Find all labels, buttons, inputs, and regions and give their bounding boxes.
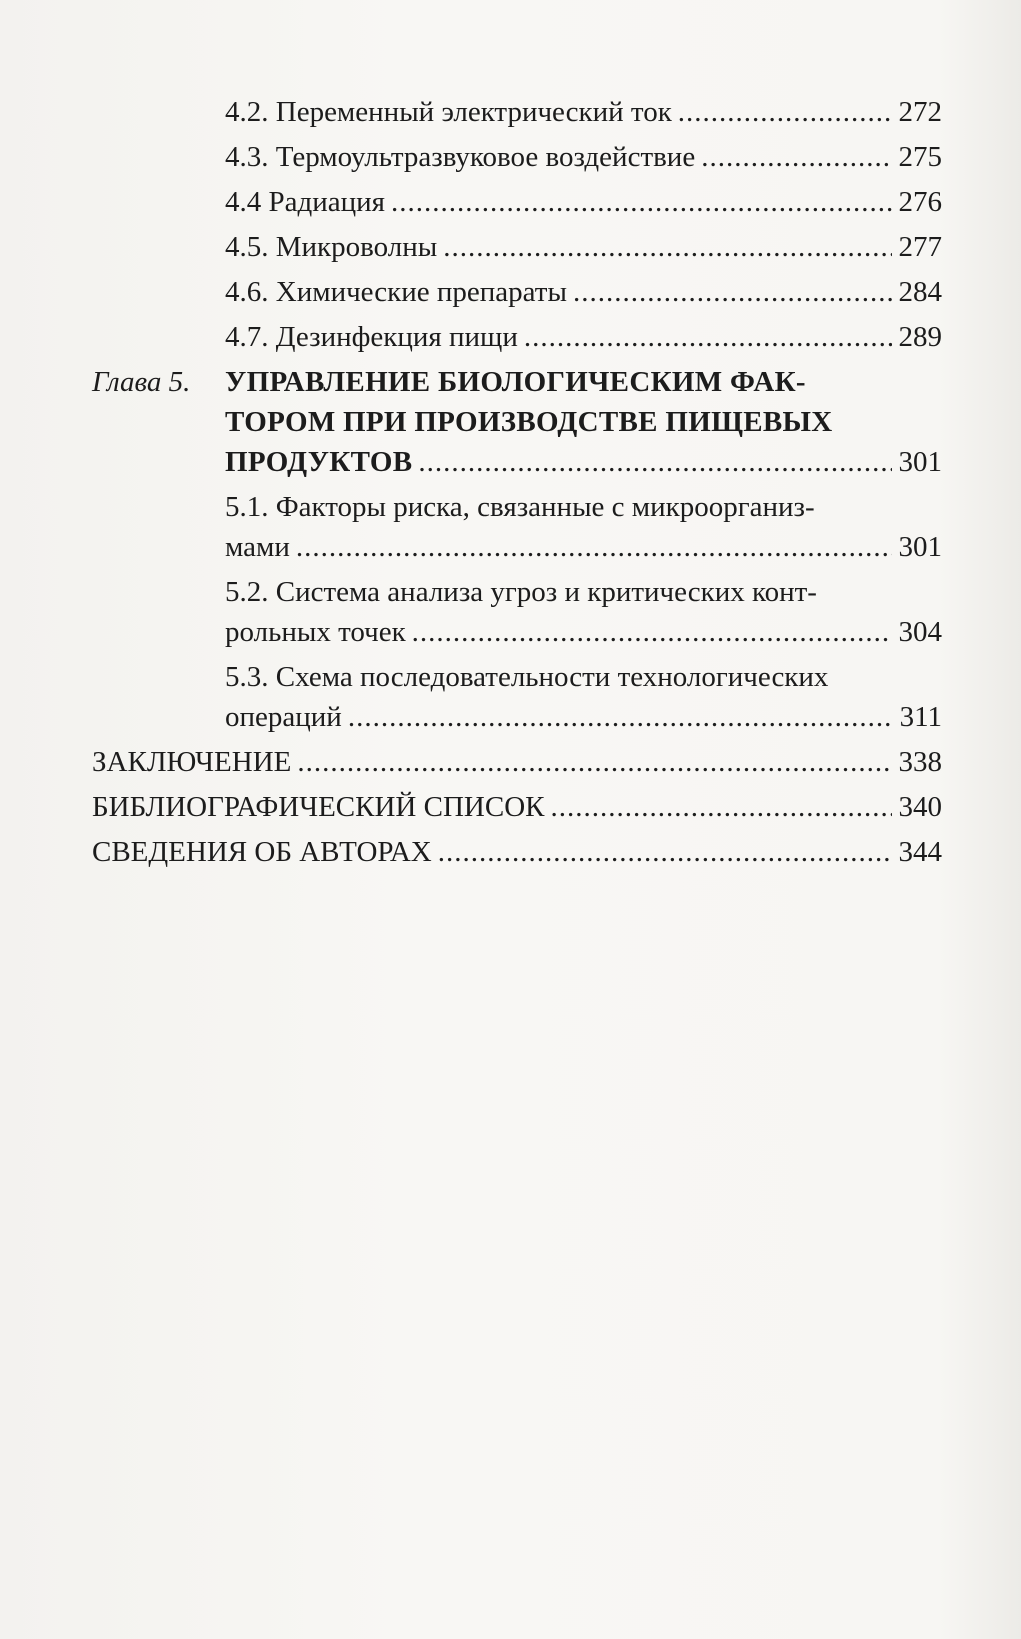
toc-page-number: 344 bbox=[898, 836, 942, 868]
toc-page-number: 289 bbox=[898, 321, 942, 353]
toc-chapter-5 bbox=[92, 362, 942, 482]
table-of-contents bbox=[92, 92, 942, 877]
toc-entry-title-cont: рольных точек bbox=[225, 616, 406, 648]
chapter-title-line: ПРОДУКТОВ bbox=[225, 446, 413, 478]
toc-entry-5-3 bbox=[225, 657, 942, 737]
toc-page-number: 340 bbox=[898, 791, 942, 823]
toc-entry-authors bbox=[92, 832, 942, 872]
toc-entry-title: 5.2. Система анализа угроз и критических конт- bbox=[225, 576, 817, 608]
dot-leader bbox=[418, 442, 892, 482]
toc-entry-5-1 bbox=[225, 487, 942, 567]
toc-entry-title: 4.4 Радиация bbox=[225, 186, 386, 218]
toc-entry-title: 4.5. Микроволны bbox=[225, 231, 438, 263]
toc-page-number: 277 bbox=[898, 231, 942, 263]
toc-entry-bibliography bbox=[92, 787, 942, 827]
toc-page-number: 304 bbox=[898, 616, 942, 648]
dot-leader bbox=[348, 697, 892, 737]
toc-entry-title: 4.6. Химические препараты bbox=[225, 276, 567, 308]
dot-leader bbox=[443, 227, 892, 267]
toc-entry-title: СВЕДЕНИЯ ОБ АВТОРАХ bbox=[92, 836, 432, 868]
toc-page-number: 276 bbox=[898, 186, 942, 218]
toc-entry-conclusion bbox=[92, 742, 942, 782]
toc-entry-title: 4.2. Переменный электрический ток bbox=[225, 96, 672, 128]
toc-entry-title: 4.7. Дезинфекция пищи bbox=[225, 321, 518, 353]
toc-entry-4-3 bbox=[225, 137, 942, 177]
toc-entry-title: 4.3. Термоультразвуковое воздействие bbox=[225, 141, 696, 173]
dot-leader bbox=[297, 742, 892, 782]
toc-entry-5-2 bbox=[225, 572, 942, 652]
toc-entry-4-7 bbox=[225, 317, 942, 357]
dot-leader bbox=[412, 612, 892, 652]
dot-leader bbox=[438, 832, 892, 872]
toc-entry-4-5 bbox=[225, 227, 942, 267]
toc-entry-title-cont: мами bbox=[225, 531, 290, 563]
dot-leader bbox=[678, 92, 892, 132]
dot-leader bbox=[391, 182, 892, 222]
toc-page-number: 284 bbox=[898, 276, 942, 308]
toc-entry-4-6 bbox=[225, 272, 942, 312]
toc-page-number: 338 bbox=[898, 746, 942, 778]
dot-leader bbox=[550, 787, 892, 827]
dot-leader bbox=[296, 527, 892, 567]
toc-entry-title: 5.1. Факторы риска, связанные с микроорганиз- bbox=[225, 491, 815, 523]
toc-entry-title: ЗАКЛЮЧЕНИЕ bbox=[92, 746, 292, 778]
toc-entry-title: БИБЛИОГРАФИЧЕСКИЙ СПИСОК bbox=[92, 791, 545, 823]
chapter-title-line: ТОРОМ ПРИ ПРОИЗВОДСТВЕ ПИЩЕВЫХ bbox=[225, 406, 833, 438]
toc-entry-title: 5.3. Схема последовательности технологических bbox=[225, 661, 829, 693]
chapter-label: Глава 5. bbox=[92, 366, 191, 398]
toc-page-number: 301 bbox=[898, 446, 942, 478]
chapter-title-line: УПРАВЛЕНИЕ БИОЛОГИЧЕСКИМ ФАК- bbox=[225, 366, 806, 398]
toc-page-number: 301 bbox=[898, 531, 942, 563]
toc-entry-title-cont: операций bbox=[225, 701, 342, 733]
dot-leader bbox=[573, 272, 892, 312]
toc-entry-4-2 bbox=[225, 92, 942, 132]
dot-leader bbox=[701, 137, 892, 177]
dot-leader bbox=[524, 317, 892, 357]
toc-page-number: 275 bbox=[898, 141, 942, 173]
toc-entry-4-4 bbox=[225, 182, 942, 222]
toc-page-number: 311 bbox=[899, 701, 942, 733]
toc-page-number: 272 bbox=[898, 96, 942, 128]
